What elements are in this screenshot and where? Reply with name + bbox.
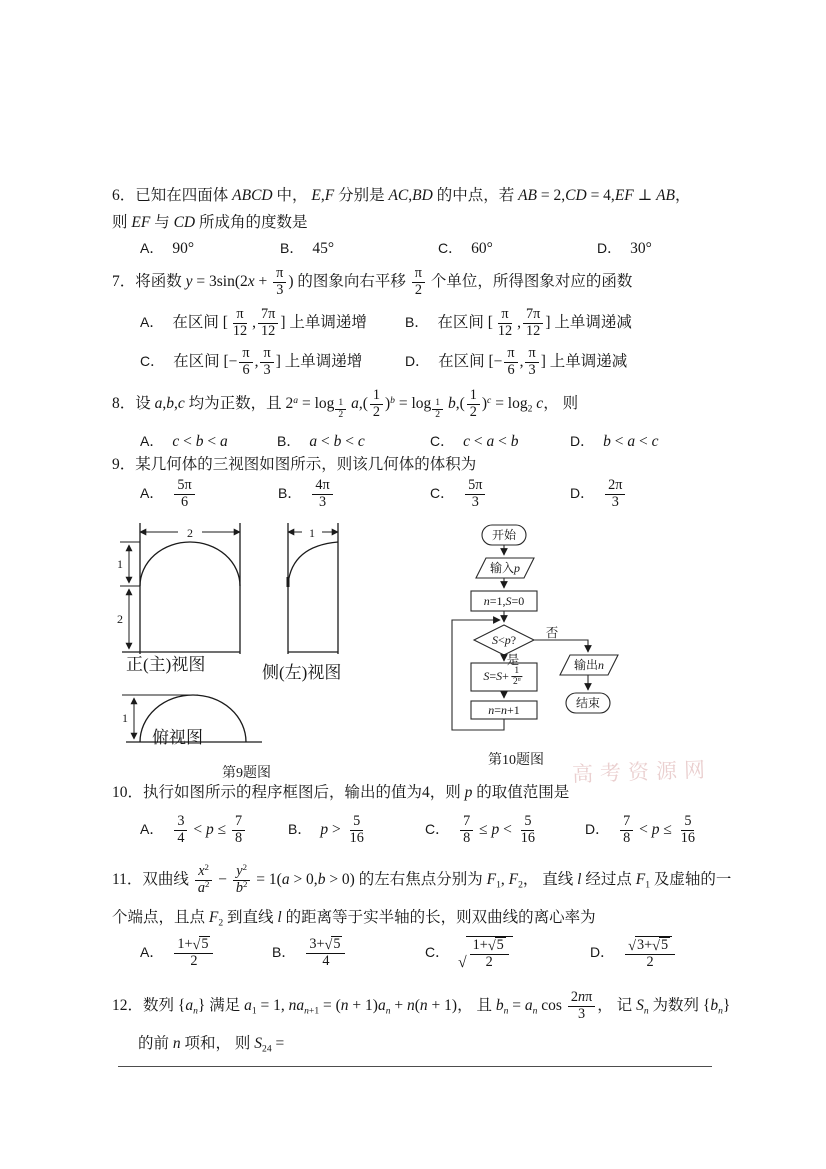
question-7-option-d: D． 在区间 [− $\frac{\pi}{6}$ , $\frac{\pi}{3}$ ] 上单调递减 [405, 345, 628, 378]
question-9-option-d: D． $\frac{2\pi}{3}$ [570, 478, 627, 511]
question-10-option-c: C． $\frac{7}{8}$ ≤ p < $\frac{5}{16}$ [425, 813, 536, 846]
question-7-option-a: A． 在区间 [ $\frac{\pi}{12}$ , $\frac{7\pi}{12}$ ] 上单调递增 [140, 306, 367, 339]
top-height-dim-label: 1 [122, 711, 128, 725]
question-8-option-b: B． a < b < c [277, 433, 365, 450]
side-view-label: 侧(左)视图 [262, 663, 342, 682]
question-11-line-1: 11．双曲线 $\frac{x^2}{a^2}$ − $\frac{y^2}{b^2}$ = 1(a > 0,b > 0) 的左右焦点分别为 $F_1$, $F_2$， 直线 l 经过点 $F_1$ 及虚轴的一 [112, 862, 732, 896]
question-8-line-1: 8．设 a,b,c 均为正数，且 $2^a = \log$ $_{\frac{1}{2}}$ a,( $\frac{1}{2}$ )$^b$ = log $_{\frac{1}{2}}$ b,( $\frac{1}{2}$ )$^c = \log_2 c$， 则 [112, 387, 579, 420]
question-6-option-d: D． 30° [597, 240, 652, 257]
top-view-label: 俯视图 [152, 728, 203, 747]
front-body-dim-label: 2 [117, 612, 123, 626]
front-view-diagram [116, 520, 266, 662]
question-9-option-b: B． $\frac{4\pi}{3}$ [278, 478, 335, 511]
question-12-line-1: 12．数列 $\{a_n\}$ 满足 $a_1 = 1$, $na_{n+1} = (n + 1)a_n + n(n + 1)$， 且 $b_n = a_n$ cos $\frac{2n\pi}{3}$ ， 记 $S_n$ 为数列 $\{b_n\}$ [112, 989, 731, 1022]
question-10-line-1: 10．执行如图所示的程序框图后，输出的值为4，则 p 的取值范围是 [112, 784, 570, 801]
question-9-option-c: C． $\frac{5\pi}{3}$ [430, 478, 487, 511]
side-width-dim-label: 1 [309, 526, 315, 540]
question-11-line-2: 个端点，且点 $F_2$ 到直线 l 的距离等于实半轴的长，则双曲线的离心率为 [112, 909, 596, 929]
question-6-option-b: B． 45° [280, 240, 335, 257]
flowchart-yes-branch-label: 是 [506, 653, 520, 667]
question-6-line-1: 6．已知在四面体 ABCD 中， E,F 分别是 AC,BD 的中点，若 AB = 2,CD = 4,EF ⊥ AB， [112, 187, 691, 204]
front-view-label: 正(主)视图 [126, 655, 206, 674]
question-10-option-b: B． p > $\frac{5}{16}$ [288, 813, 364, 846]
front-width-dim-label: 2 [187, 526, 193, 540]
question-6-option-a: A． 90° [140, 240, 195, 257]
flowchart-start-node: 开始 [491, 528, 517, 542]
figure-9-caption: 第9题图 [222, 766, 271, 781]
flowchart-input-node: 输入p [489, 561, 521, 575]
question-9-line-1: 9．某几何体的三视图如图所示，则该几何体的体积为 [112, 456, 477, 473]
question-6-line-2: 则 EF 与 CD 所成角的度数是 [112, 214, 308, 231]
side-view-diagram [260, 520, 360, 662]
figure-10-caption: 第10题图 [488, 753, 544, 768]
question-7-option-b: B． 在区间 [ $\frac{\pi}{12}$ , $\frac{7\pi}{12}$ ] 上单调递减 [405, 306, 632, 339]
footer-divider [118, 1066, 712, 1067]
flowchart-increment-node: n=n+1 [488, 703, 520, 717]
flowchart-no-branch-label: 否 [545, 626, 559, 640]
question-8-option-d: D． b < a < c [570, 433, 659, 450]
flowchart-condition-node: S<p? [491, 633, 517, 647]
question-11-option-d: D． √ 3+ √ 5 2 [590, 936, 677, 971]
question-6-option-c: C． 60° [438, 240, 493, 257]
question-11-option-a: A． 1+ √ 5 2 [140, 936, 215, 970]
question-8-option-c: C． c < a < b [430, 433, 519, 450]
watermark: 高考资源网 [571, 757, 713, 787]
question-10-option-a: A． $\frac{3}{4}$ < p ≤ $\frac{7}{8}$ [140, 814, 247, 847]
question-9-option-a: A． $\frac{5\pi}{6}$ [140, 478, 197, 511]
question-12-line-2: 的前 n 项和， 则 $S_{24}$ = [138, 1035, 285, 1055]
question-7-line-1: 7．将函数 y = 3sin(2x + $\frac{\pi}{3}$ ) 的图象向右平移 $\frac{\pi}{2}$ 个单位，所得图象对应的函数 [112, 265, 633, 298]
question-10-option-d: D． $\frac{7}{8}$ < p ≤ $\frac{5}{16}$ [585, 813, 696, 846]
flowchart-init-node: n=1,S=0 [483, 594, 525, 608]
question-7-option-c: C． 在区间 [− $\frac{\pi}{6}$ , $\frac{\pi}{3}$ ] 上单调递增 [140, 345, 363, 378]
question-11-option-c: C． √ 1+ √ 5 2 [425, 936, 513, 971]
front-dome-dim-label: 1 [117, 557, 123, 571]
flowchart-end-node: 结束 [575, 696, 601, 710]
flowchart-step-node: S=S+ $\frac{1}{2^n}$ [483, 666, 521, 688]
question-8-option-a: A． c < b < a [140, 433, 228, 450]
question-11-option-b: B． 3+ √ 5 4 [272, 936, 347, 970]
flowchart-output-node: 输出n [573, 658, 605, 672]
